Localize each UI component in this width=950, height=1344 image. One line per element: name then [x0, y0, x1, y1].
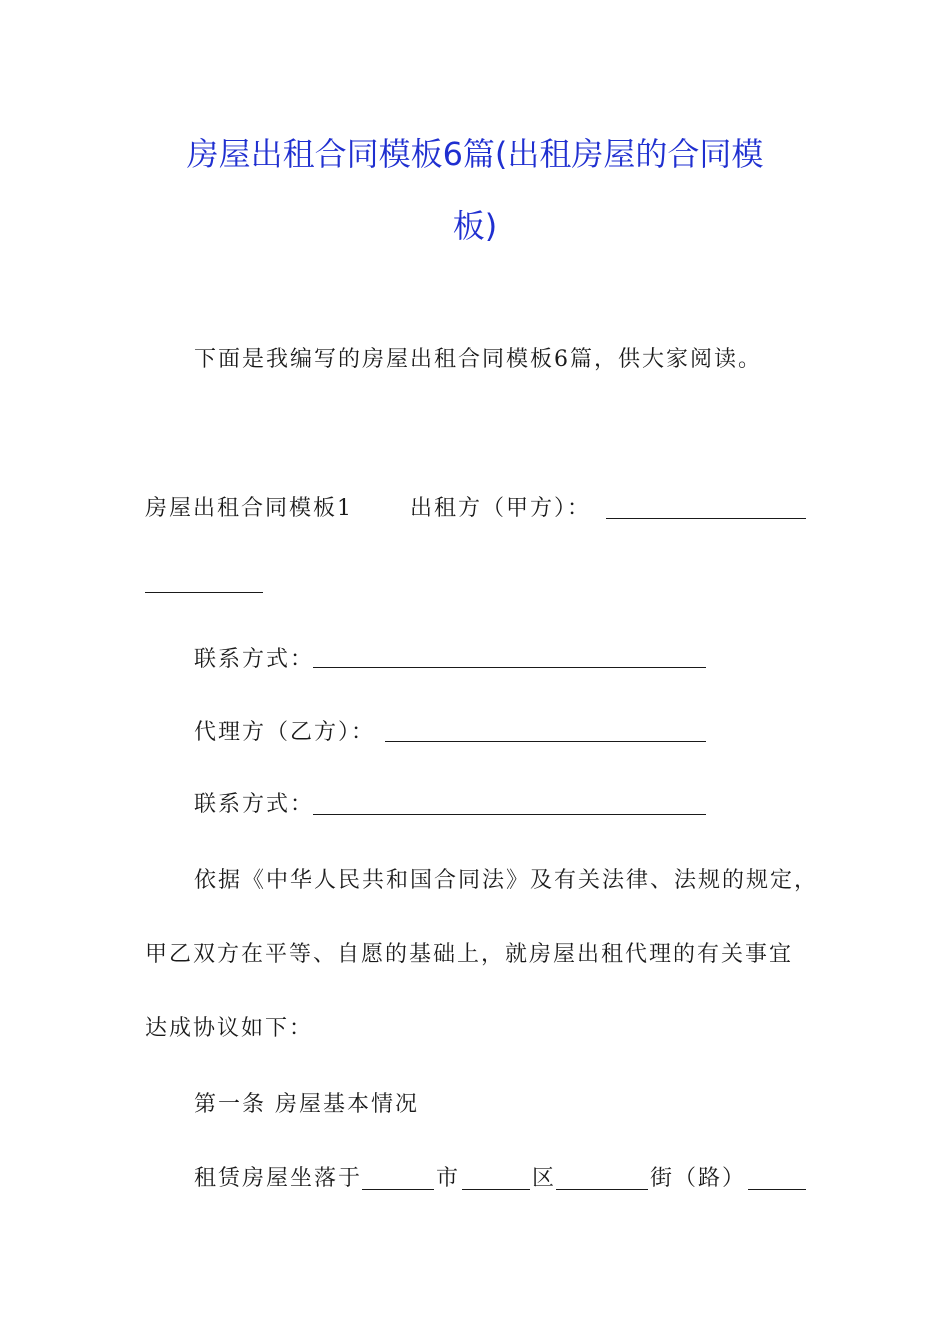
basis-line-2: 甲乙双方在平等、自愿的基础上，就房屋出租代理的有关事宜	[145, 942, 794, 967]
location-prefix: 租赁房屋坐落于	[194, 1166, 363, 1191]
street-blank	[556, 1189, 648, 1190]
contact-line-2	[194, 790, 314, 820]
basis-line-1: 依据《中华人民共和国合同法》及有关法律、法规的规定，	[194, 868, 819, 893]
document-title-line-1: 房屋出租合同模板6篇(出租房屋的合同模	[186, 135, 764, 173]
article-1-title: 第一条 房屋基本情况	[194, 1092, 419, 1117]
location-street-label: 街（路）	[650, 1166, 747, 1191]
contact-label-1: 联系方式：	[194, 647, 315, 672]
city-blank	[362, 1189, 434, 1190]
agent-label: 代理方（乙方）：	[194, 720, 376, 745]
contact-blank-1	[313, 667, 706, 668]
section-heading-text: 房屋出租合同模板1	[145, 496, 353, 521]
contact-label-2: 联系方式：	[194, 792, 315, 817]
location-district-label: 区	[532, 1166, 557, 1191]
document-title-line-2: 板)	[452, 207, 498, 245]
section-heading	[145, 494, 353, 524]
lessor-label: 出租方（甲方）：	[410, 496, 592, 521]
agent-blank	[385, 741, 706, 742]
lessor-line	[410, 494, 591, 524]
district-blank	[462, 1189, 530, 1190]
location-line	[194, 1164, 362, 1194]
basis-line-3: 达成协议如下：	[145, 1016, 314, 1041]
contact-line-1	[194, 645, 314, 675]
contact-blank-2	[313, 814, 706, 815]
intro-paragraph: 下面是我编写的房屋出租合同模板6篇，供大家阅读。	[194, 347, 762, 372]
lessor-blank	[606, 518, 806, 519]
location-city-label: 市	[436, 1166, 461, 1191]
address-number-blank	[748, 1189, 806, 1190]
agent-line	[194, 718, 375, 748]
lessor-blank-continued	[145, 592, 263, 593]
